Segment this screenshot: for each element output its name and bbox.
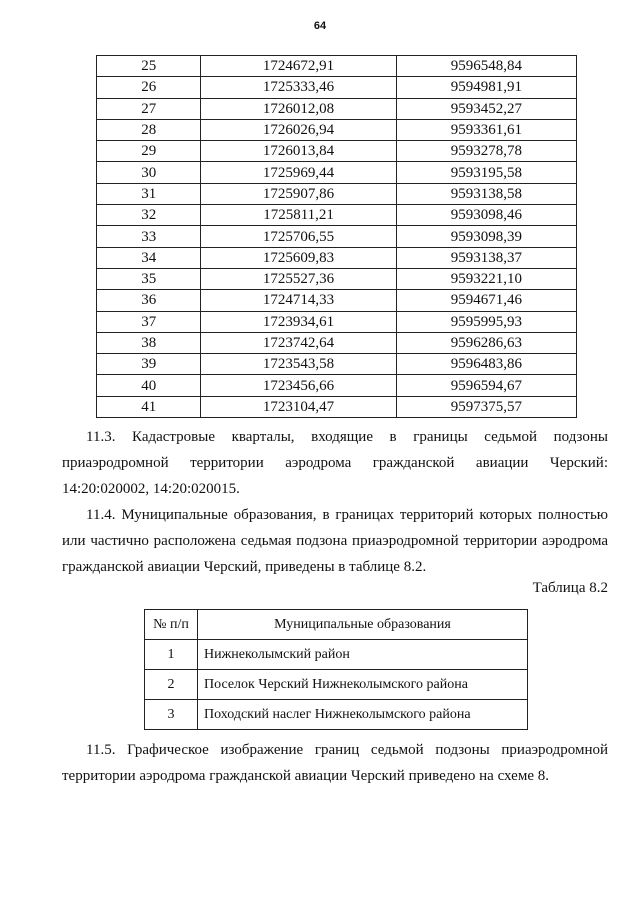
table-row xyxy=(97,354,577,375)
x-coordinate: 1725969,44 xyxy=(201,162,396,183)
point-number: 30 xyxy=(97,162,201,183)
y-coordinate: 9593361,61 xyxy=(396,119,576,140)
point-number: 28 xyxy=(97,119,201,140)
y-coordinate: 9593138,37 xyxy=(396,247,576,268)
table-row xyxy=(97,119,577,140)
y-coordinate: 9593278,78 xyxy=(396,141,576,162)
x-coordinate: 1723543,58 xyxy=(201,354,396,375)
coordinates-table xyxy=(96,55,577,418)
y-coordinate: 9595995,93 xyxy=(396,311,576,332)
page-number: 64 xyxy=(313,20,327,32)
y-coordinate: 9593098,46 xyxy=(396,205,576,226)
x-coordinate: 1723934,61 xyxy=(201,311,396,332)
x-coordinate: 1723742,64 xyxy=(201,332,396,353)
x-coordinate: 1723104,47 xyxy=(201,396,396,417)
x-coordinate: 1724714,33 xyxy=(201,290,396,311)
header-number: № п/п xyxy=(145,610,198,640)
y-coordinate: 9593195,58 xyxy=(396,162,576,183)
table-row xyxy=(97,268,577,289)
table-row xyxy=(97,162,577,183)
point-number: 41 xyxy=(97,396,201,417)
point-number: 25 xyxy=(97,56,201,77)
municipality-name: Походский наслег Нижнеколымского района xyxy=(198,700,528,730)
paragraph-11-3: 11.3. Кадастровые кварталы, входящие в границы седьмой подзоны приаэродромной территории аэродрома гражданской авиации Черский: 14:20:020002, 14:20:020015. xyxy=(62,429,608,497)
point-number: 39 xyxy=(97,354,201,375)
table-row xyxy=(97,226,577,247)
table-row xyxy=(97,375,577,396)
municipality-name: Нижнеколымский район xyxy=(198,640,528,670)
table-row xyxy=(145,640,528,670)
table-row xyxy=(97,56,577,77)
table-row xyxy=(97,290,577,311)
x-coordinate: 1725907,86 xyxy=(201,183,396,204)
point-number: 38 xyxy=(97,332,201,353)
x-coordinate: 1726012,08 xyxy=(201,98,396,119)
table-row xyxy=(97,396,577,417)
y-coordinate: 9593098,39 xyxy=(396,226,576,247)
y-coordinate: 9596286,63 xyxy=(396,332,576,353)
y-coordinate: 9593138,58 xyxy=(396,183,576,204)
point-number: 37 xyxy=(97,311,201,332)
x-coordinate: 1725811,21 xyxy=(201,205,396,226)
point-number: 29 xyxy=(97,141,201,162)
y-coordinate: 9596548,84 xyxy=(396,56,576,77)
y-coordinate: 9596594,67 xyxy=(396,375,576,396)
x-coordinate: 1724672,91 xyxy=(201,56,396,77)
table-row xyxy=(97,311,577,332)
table-row xyxy=(97,205,577,226)
table-row xyxy=(97,332,577,353)
point-number: 35 xyxy=(97,268,201,289)
x-coordinate: 1726026,94 xyxy=(201,119,396,140)
x-coordinate: 1725333,46 xyxy=(201,77,396,98)
x-coordinate: 1725527,36 xyxy=(201,268,396,289)
table-header-row xyxy=(145,610,528,640)
table-row xyxy=(97,77,577,98)
point-number: 26 xyxy=(97,77,201,98)
table-row xyxy=(145,700,528,730)
x-coordinate: 1726013,84 xyxy=(201,141,396,162)
y-coordinate: 9594671,46 xyxy=(396,290,576,311)
row-number: 2 xyxy=(145,670,198,700)
point-number: 33 xyxy=(97,226,201,247)
table-row xyxy=(97,141,577,162)
municipalities-table xyxy=(144,609,528,730)
y-coordinate: 9593221,10 xyxy=(396,268,576,289)
point-number: 36 xyxy=(97,290,201,311)
table-row xyxy=(145,670,528,700)
municipality-name: Поселок Черский Нижнеколымского района xyxy=(198,670,528,700)
point-number: 34 xyxy=(97,247,201,268)
row-number: 1 xyxy=(145,640,198,670)
y-coordinate: 9594981,91 xyxy=(396,77,576,98)
table-row xyxy=(97,183,577,204)
point-number: 32 xyxy=(97,205,201,226)
row-number: 3 xyxy=(145,700,198,730)
x-coordinate: 1723456,66 xyxy=(201,375,396,396)
x-coordinate: 1725609,83 xyxy=(201,247,396,268)
y-coordinate: 9593452,27 xyxy=(396,98,576,119)
y-coordinate: 9596483,86 xyxy=(396,354,576,375)
y-coordinate: 9597375,57 xyxy=(396,396,576,417)
header-municipalities: Муниципальные образования xyxy=(198,610,528,640)
paragraph-11-4: 11.4. Муниципальные образования, в границах территорий которых полностью или частично расположена седьмая подзона приаэродромной территории аэродрома гражданской авиации Черский, приведены в таблице 8.2. xyxy=(62,507,608,575)
table-row xyxy=(97,247,577,268)
point-number: 31 xyxy=(97,183,201,204)
point-number: 40 xyxy=(97,375,201,396)
point-number: 27 xyxy=(97,98,201,119)
paragraph-11-5: 11.5. Графическое изображение границ седьмой подзоны приаэродромной территории аэродрома гражданской авиации Черский приведено на схеме 8. xyxy=(62,742,608,784)
table-row xyxy=(97,98,577,119)
x-coordinate: 1725706,55 xyxy=(201,226,396,247)
table-caption: Таблица 8.2 xyxy=(532,580,608,596)
